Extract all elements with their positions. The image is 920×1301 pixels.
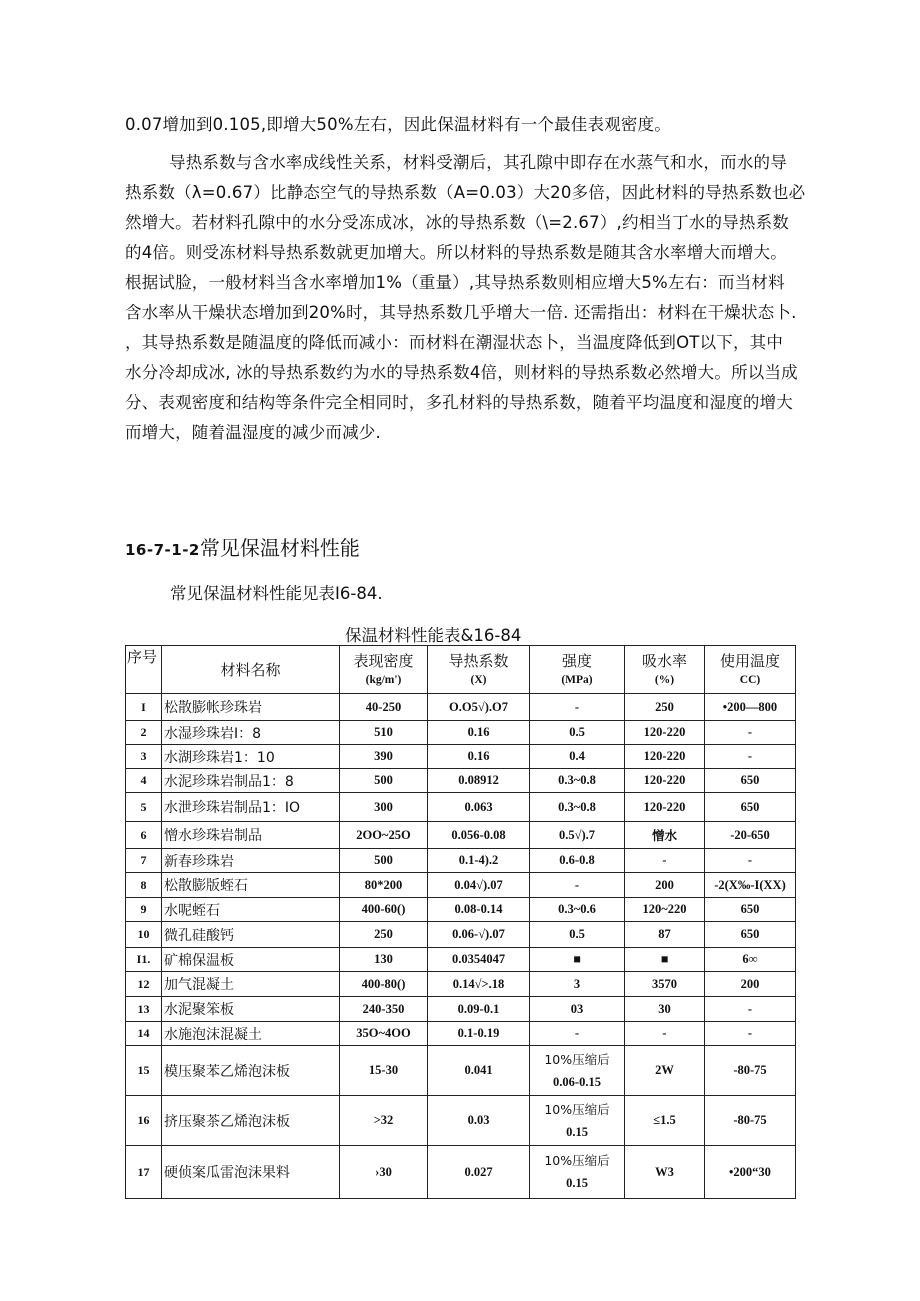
table-row (126, 745, 796, 769)
row-density: 500 (340, 769, 428, 793)
row-name: 水泥聚笨板 (162, 997, 340, 1022)
row-density: ›30 (340, 1146, 428, 1199)
row-temperature: -80-75 (705, 1046, 796, 1096)
table-row (126, 822, 796, 849)
row-name: 模压聚苯乙烯泡沫板 (162, 1046, 340, 1096)
row-temperature: 650 (705, 793, 796, 822)
row-conductivity: 0.03 (428, 1096, 530, 1146)
row-conductivity: 0.06-√).07 (428, 922, 530, 948)
row-strength: 0.3~0.8 (530, 793, 625, 822)
row-seq: 16 (126, 1096, 162, 1146)
row-density: 2OO~25O (340, 822, 428, 849)
table-caption: 保温材料性能表&16-84 (345, 626, 522, 645)
row-strength: 0.5 (530, 721, 625, 745)
row-conductivity: 0.16 (428, 745, 530, 769)
header-strength (530, 646, 625, 694)
row-name: 微孔硅酸钙 (162, 922, 340, 948)
table-row (126, 997, 796, 1022)
row-name: 硬侦案瓜雷泡沫果料 (162, 1146, 340, 1199)
row-name: 憎水珍珠岩制品 (162, 822, 340, 849)
body-line: 0.07增加到0.105,即增大50%左右，因此保温材料有一个最佳表观密度。 (125, 115, 671, 134)
row-temperature: - (705, 997, 796, 1022)
row-strength: 03 (530, 997, 625, 1022)
row-strength-line1: 10%压缩后 (544, 1101, 610, 1117)
row-absorption: 3570 (625, 972, 705, 997)
table-row (126, 898, 796, 922)
header-temperature-unit: CC) (739, 673, 761, 686)
body-line: ，其导热系数是随温度的降低而减小：而材料在潮湿状态卜，当温度降低到OT以下，其中 (125, 333, 784, 352)
header-seq: 序号 (126, 646, 162, 694)
table-row (126, 1046, 796, 1096)
row-name: 松散膨帐珍珠岩 (162, 694, 340, 721)
table-row (126, 972, 796, 997)
row-conductivity: 0.041 (428, 1046, 530, 1096)
row-temperature: - (705, 721, 796, 745)
row-absorption: 憎水 (625, 822, 705, 849)
header-name: 材料名称 (162, 646, 340, 694)
table-row (126, 1022, 796, 1046)
row-seq: 2 (126, 721, 162, 745)
header-density-label: 表现密度 (353, 651, 414, 670)
section-heading (125, 532, 360, 561)
table-header-row (126, 646, 796, 694)
row-strength: - (530, 873, 625, 898)
row-strength: 0.5 (530, 922, 625, 948)
row-seq: I (126, 694, 162, 721)
row-strength: - (530, 1022, 625, 1046)
row-name: 新春珍珠岩 (162, 849, 340, 873)
row-conductivity: O.O5√).O7 (428, 694, 530, 721)
row-strength: 0.5√).7 (530, 822, 625, 849)
row-absorption: 250 (625, 694, 705, 721)
row-name: 水泄珍珠岩制品1：IO (162, 793, 340, 822)
row-temperature: 200 (705, 972, 796, 997)
row-temperature: - (705, 1022, 796, 1046)
row-conductivity: 0.16 (428, 721, 530, 745)
row-conductivity: 0.14√>.18 (428, 972, 530, 997)
row-density: 240-350 (340, 997, 428, 1022)
row-temperature: •200“30 (705, 1146, 796, 1199)
row-strength-line1: 10%压缩后 (544, 1051, 610, 1067)
row-strength (530, 1096, 625, 1146)
body-paragraph-1 (125, 110, 797, 140)
header-conductivity-unit: (X) (470, 673, 487, 686)
row-name: 挤压聚茶乙烯泡沫板 (162, 1096, 340, 1146)
row-strength (530, 1046, 625, 1096)
row-name: 松散膨版蛭石 (162, 873, 340, 898)
body-line: 含水率从干燥状态增加到20%时，其导热系数几乎增大一倍. 还需指出：材料在干燥状态卜. (125, 303, 797, 322)
row-density: 250 (340, 922, 428, 948)
body-line: 的4倍。则受冻材料导热系数就更加增大。所以材料的导热系数是随其含水率增大而增大。 (125, 243, 787, 262)
row-seq: 7 (126, 849, 162, 873)
row-strength-line2: 0.15 (566, 1124, 588, 1139)
row-density: 15-30 (340, 1046, 428, 1096)
row-strength-line2: 0.06-0.15 (553, 1074, 601, 1089)
row-name: 水施泡沫混凝土 (162, 1022, 340, 1046)
row-conductivity: 0.056-0.08 (428, 822, 530, 849)
row-density: 40-250 (340, 694, 428, 721)
row-strength: 0.6-0.8 (530, 849, 625, 873)
section-title: 常见保温材料性能 (199, 536, 360, 560)
header-conductivity (428, 646, 530, 694)
row-seq: 13 (126, 997, 162, 1022)
row-temperature: 650 (705, 898, 796, 922)
header-absorption-unit: (%) (654, 673, 675, 686)
row-name: 加气混凝土 (162, 972, 340, 997)
row-seq: 6 (126, 822, 162, 849)
row-strength: 3 (530, 972, 625, 997)
row-strength-line1: 10%压缩后 (544, 1153, 610, 1168)
row-seq: 17 (126, 1146, 162, 1199)
row-absorption: 120-220 (625, 769, 705, 793)
row-conductivity: 0.08-0.14 (428, 898, 530, 922)
row-conductivity: 0.0354047 (428, 948, 530, 972)
table-row (126, 793, 796, 822)
row-conductivity: 0.08912 (428, 769, 530, 793)
row-strength: 0.4 (530, 745, 625, 769)
header-absorption-label: 吸水率 (641, 651, 687, 670)
row-density: 500 (340, 849, 428, 873)
header-conductivity-label: 导热系数 (448, 651, 509, 670)
header-density-unit: (kg/m') (365, 673, 402, 686)
row-temperature: 650 (705, 769, 796, 793)
row-density: 130 (340, 948, 428, 972)
row-seq: I1. (126, 948, 162, 972)
row-temperature: •200—800 (705, 694, 796, 721)
header-temperature-label: 使用温度 (719, 651, 780, 670)
table-reference-text: 常见保温材料性能见表I6-84. (170, 584, 383, 603)
section-number: 16-7-1-2 (125, 541, 200, 559)
row-absorption: 120~220 (625, 898, 705, 922)
row-density: 300 (340, 793, 428, 822)
row-seq: 15 (126, 1046, 162, 1096)
row-temperature: - (705, 849, 796, 873)
row-name: 矿棉保温板 (162, 948, 340, 972)
row-density: 510 (340, 721, 428, 745)
body-line: 而增大，随着温湿度的减少而减少. (125, 423, 381, 442)
row-conductivity: 0.1-0.19 (428, 1022, 530, 1046)
row-absorption: 120-220 (625, 793, 705, 822)
row-density: 80*200 (340, 873, 428, 898)
table-row (126, 1146, 796, 1199)
table-row (126, 922, 796, 948)
body-line: 水分冷却成冰, 冰的导热系数约为水的导热系数4倍，则材料的导热系数必然增大。所以当成 (125, 363, 798, 382)
row-strength: 0.3~0.8 (530, 769, 625, 793)
row-conductivity: 0.063 (428, 793, 530, 822)
row-seq: 3 (126, 745, 162, 769)
body-line: 分、表观密度和结构等条件完全相同时，多孔材料的导热系数，随着平均温度和湿度的增大 (125, 393, 793, 412)
row-name: 水泥珍珠岩制品1：8 (162, 769, 340, 793)
row-conductivity: 0.027 (428, 1146, 530, 1199)
body-line: 然增大。若材料孔隙中的水分受冻成冰，冰的导热系数（\=2.67）,约相当丁水的导热系数 (125, 213, 789, 232)
row-absorption: W3 (625, 1146, 705, 1199)
body-paragraph-2 (125, 148, 806, 448)
row-temperature: -20-650 (705, 822, 796, 849)
row-absorption: 2W (625, 1046, 705, 1096)
row-density: 35O~4OO (340, 1022, 428, 1046)
table-row (126, 1096, 796, 1146)
row-temperature: 6∞ (705, 948, 796, 972)
materials-table (125, 645, 796, 1199)
row-conductivity: 0.09-0.1 (428, 997, 530, 1022)
row-name: 水湿珍珠岩I：8 (162, 721, 340, 745)
row-density: 400-60() (340, 898, 428, 922)
row-seq: 12 (126, 972, 162, 997)
row-temperature: 650 (705, 922, 796, 948)
table-row (126, 948, 796, 972)
header-strength-label: 强度 (561, 651, 592, 670)
row-strength: 0.3~0.6 (530, 898, 625, 922)
row-absorption: 87 (625, 922, 705, 948)
row-absorption: - (625, 849, 705, 873)
row-seq: 9 (126, 898, 162, 922)
row-seq: 8 (126, 873, 162, 898)
row-seq: 10 (126, 922, 162, 948)
header-density (340, 646, 428, 694)
row-absorption: ■ (625, 948, 705, 972)
row-density: 390 (340, 745, 428, 769)
row-temperature: -80-75 (705, 1096, 796, 1146)
table-row (126, 721, 796, 745)
row-seq: 14 (126, 1022, 162, 1046)
row-seq: 4 (126, 769, 162, 793)
body-line: 热系数（λ=0.67）比静态空气的导热系数（A=0.03）大20多倍，因此材料的导热系数也必 (125, 183, 806, 202)
row-name: 水湖珍珠岩1：10 (162, 745, 340, 769)
row-absorption: - (625, 1022, 705, 1046)
table-row (126, 769, 796, 793)
row-strength: ■ (530, 948, 625, 972)
row-seq: 5 (126, 793, 162, 822)
header-strength-unit: (MPa) (561, 673, 593, 686)
row-absorption: 120-220 (625, 721, 705, 745)
row-temperature: - (705, 745, 796, 769)
table-row (126, 873, 796, 898)
body-line: 根据试脸，一般材料当含水率增加1%（重量）,其导热系数则相应增大5%左右：而当材料 (125, 273, 785, 292)
row-strength-line2: 0.15 (566, 1176, 588, 1190)
row-conductivity: 0.1-4).2 (428, 849, 530, 873)
row-temperature: -2(X‰-I(XX) (705, 873, 796, 898)
row-strength: - (530, 694, 625, 721)
row-absorption: ≤1.5 (625, 1096, 705, 1146)
row-absorption: 30 (625, 997, 705, 1022)
body-line: 导热系数与含水率成线性关系，材料受潮后，其孔隙中即存在水蒸气和水，而水的导 (169, 153, 787, 172)
row-strength (530, 1146, 625, 1199)
row-density: 400-80() (340, 972, 428, 997)
table-row (126, 694, 796, 721)
row-absorption: 120-220 (625, 745, 705, 769)
row-density: >32 (340, 1096, 428, 1146)
header-absorption (625, 646, 705, 694)
header-temperature (705, 646, 796, 694)
table-row (126, 849, 796, 873)
row-name: 水呢蛭石 (162, 898, 340, 922)
row-absorption: 200 (625, 873, 705, 898)
row-conductivity: 0.04√).07 (428, 873, 530, 898)
